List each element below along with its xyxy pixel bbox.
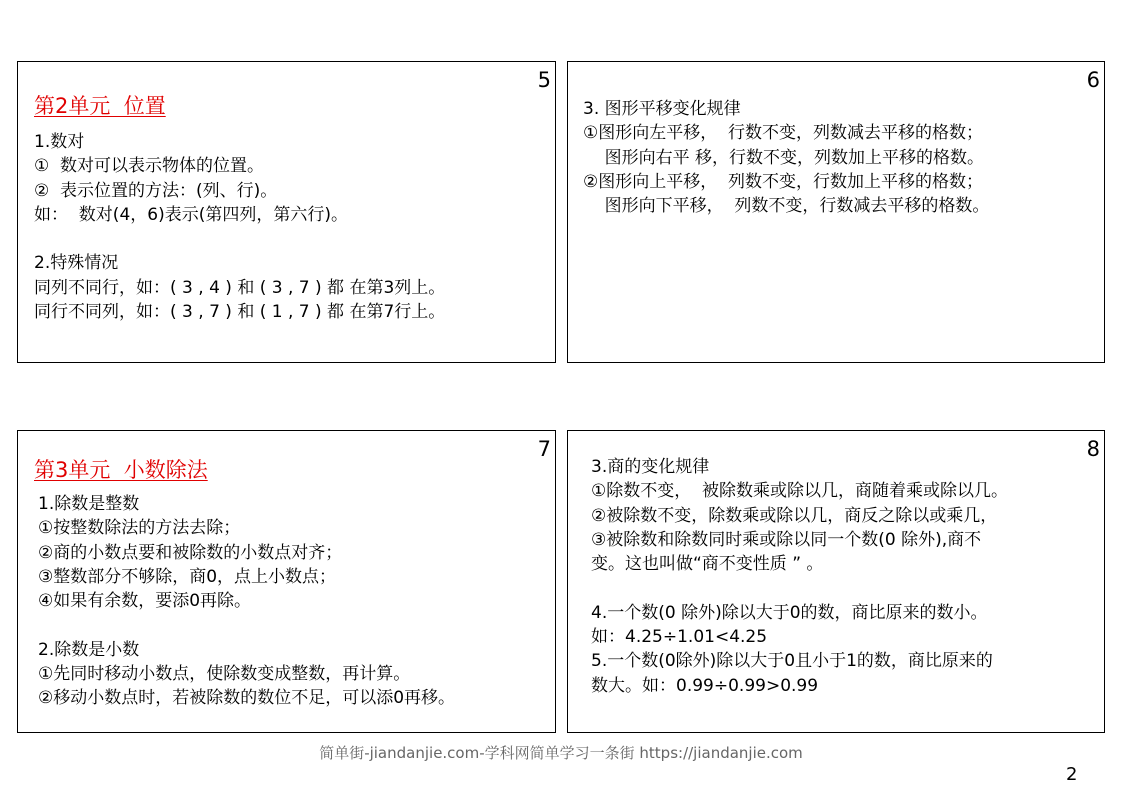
text-line: 3.商的变化规律	[591, 457, 710, 477]
text-line: ①按整数除法的方法去除；	[38, 518, 241, 539]
text-line: ②移动小数点时，若被除数的数位不足，可以添0再移。	[38, 688, 456, 709]
slide-number: 7	[537, 437, 551, 461]
slide-number: 5	[537, 68, 551, 92]
slide-card-8	[567, 430, 1105, 733]
text-line: 2.除数是小数	[38, 639, 140, 660]
slide-body	[583, 97, 989, 218]
slide-body	[34, 130, 445, 324]
slide-card-5	[17, 61, 556, 363]
slide-body	[38, 492, 455, 711]
text-line: 3. 图形平移变化规律	[583, 99, 741, 119]
text-line: 图形向下平移， 列数不变，行数减去平移的格数。	[583, 196, 990, 217]
text-line: ②图形向上平移， 列数不变，行数加上平移的格数；	[583, 171, 984, 192]
text-line: ①除数不变， 被除数乘或除以几，商随着乘或除以几。	[591, 481, 1009, 502]
text-line: ②商的小数点要和被除数的小数点对齐；	[38, 542, 343, 563]
text-line: 4.一个数(0 除外)除以大于0的数，商比原来的数小。	[591, 602, 988, 623]
slide-card-7	[17, 430, 556, 733]
unit-title: 第2单元 位置	[34, 94, 166, 118]
slide-number: 6	[1086, 68, 1100, 92]
text-line: ① 数对可以表示物体的位置。	[34, 156, 265, 177]
page-number: 2	[1066, 764, 1078, 785]
text-line	[38, 613, 455, 637]
text-line	[591, 576, 1008, 600]
text-line: ③整数部分不够除，商0，点上小数点；	[38, 566, 337, 587]
slide-card-6	[567, 61, 1105, 363]
text-line: 同行不同列，如：( 3 , 7 ) 和 ( 1 , 7 ) 都 在第7行上。	[34, 302, 446, 323]
text-line: 5.一个数(0除外)除以大于0且小于1的数，商比原来的	[591, 651, 993, 672]
text-line: ②被除数不变，除数乘或除以几，商反之除以或乘几，	[591, 505, 998, 526]
text-line: ④如果有余数，要添0再除。	[38, 591, 252, 612]
footer-watermark: 简单街-jiandanjie.com-学科网简单学习一条街 https://jiandanjie.com	[319, 744, 803, 762]
slide-body	[591, 455, 1008, 698]
text-line: ①图形向左平移， 行数不变，列数减去平移的格数；	[583, 123, 984, 144]
text-line: 同列不同行，如：( 3 , 4 ) 和 ( 3 , 7 ) 都 在第3列上。	[34, 277, 446, 298]
text-line: 1.除数是整数	[38, 494, 140, 514]
text-line: 如： 数对(4，6)表示(第四列，第六行)。	[34, 204, 348, 225]
text-line: 2.特殊情况	[34, 253, 119, 274]
text-line: ①先同时移动小数点，使除数变成整数，再计算。	[38, 664, 411, 685]
text-line: 1.数对	[34, 132, 85, 152]
text-line: ② 表示位置的方法：(列、行)。	[34, 180, 278, 201]
text-line: 图形向右平 移，行数不变，列数加上平移的格数。	[583, 147, 985, 168]
text-line	[34, 227, 445, 251]
unit-title: 第3单元 小数除法	[34, 458, 208, 482]
text-line: 变。这也叫做“商不变性质 ” 。	[591, 554, 824, 575]
text-line: 如：4.25÷1.01<4.25	[591, 627, 768, 648]
text-line: ③被除数和除数同时乘或除以同一个数(0 除外),商不	[591, 529, 982, 550]
slide-number: 8	[1086, 437, 1100, 461]
text-line: 数大。如：0.99÷0.99>0.99	[591, 675, 819, 696]
